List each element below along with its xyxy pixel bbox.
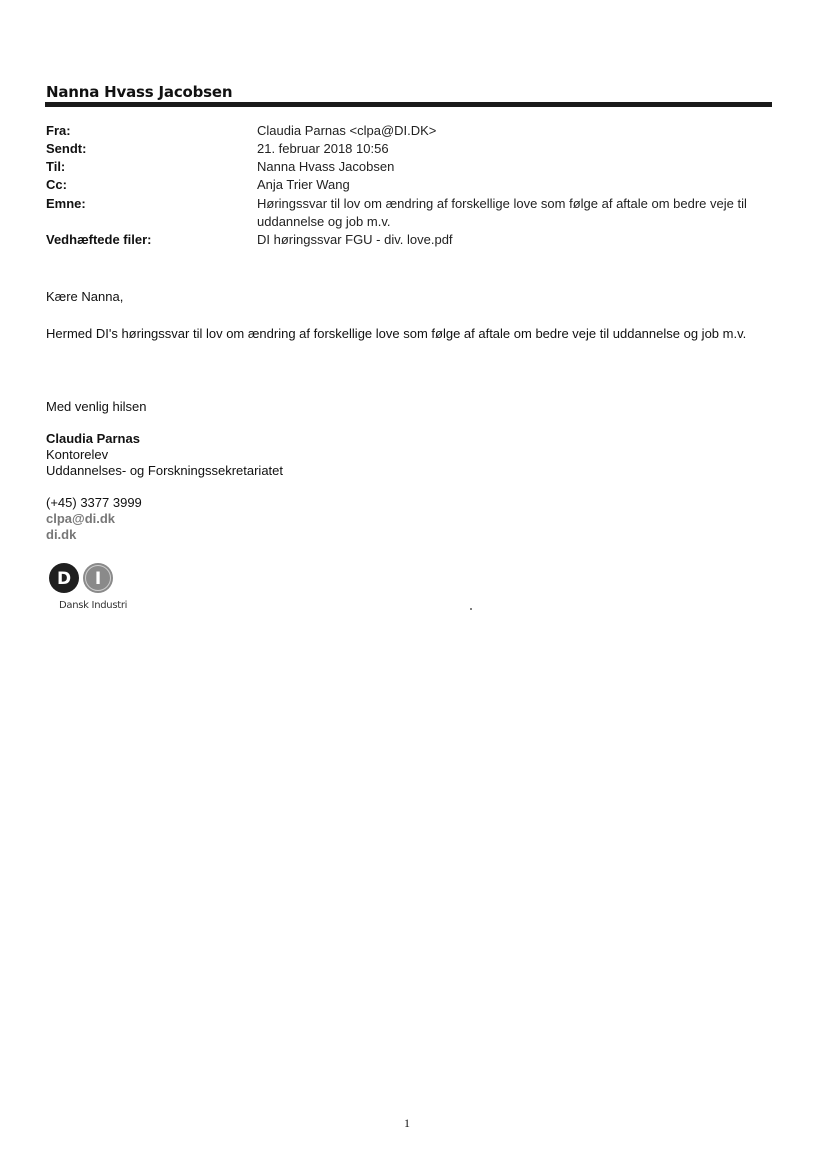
header-from-value: Claudia Parnas <clpa@DI.DK> [257, 123, 437, 138]
signature-department: Uddannelses- og Forskningssekretariatet [46, 463, 284, 478]
attachment-link[interactable]: DI høringssvar FGU - div. love.pdf [257, 232, 453, 247]
signature-website-link[interactable]: di.dk [46, 527, 77, 542]
header-rule [45, 102, 772, 107]
logo-letter-d: D [56, 569, 72, 589]
header-from-label: Fra: [46, 123, 71, 138]
page-number: 1 [404, 1116, 410, 1130]
header-sent-value: 21. februar 2018 10:56 [257, 141, 389, 156]
header-cc-label: Cc: [46, 177, 67, 192]
logo-caption: Dansk Industri [59, 600, 128, 611]
signature-name: Claudia Parnas [46, 431, 140, 446]
mailbox-owner-name: Nanna Hvass Jacobsen [46, 83, 233, 101]
header-sent-label: Sendt: [46, 141, 87, 156]
header-to-label: Til: [46, 159, 66, 174]
logo-letter-i: I [94, 569, 102, 589]
header-subject-label: Emne: [46, 196, 86, 211]
signature-title: Kontorelev [46, 447, 109, 462]
di-logo [48, 562, 118, 594]
message-paragraph: Hermed DI's høringssvar til lov om ændring af forskellige love som følge af aftale om bedre veje til uddannelse og job m.v. [46, 326, 747, 341]
scan-speck [470, 608, 472, 610]
header-attachments-label: Vedhæftede filer: [46, 232, 152, 247]
signature-email-link[interactable]: clpa@di.dk [46, 511, 116, 526]
header-subject-value: Høringssvar til lov om ændring af forskellige love som følge af aftale om bedre veje til uddannelse og job m.v. [257, 196, 747, 229]
greeting: Kære Nanna, [46, 289, 124, 304]
signature-phone: (+45) 3377 3999 [46, 495, 142, 510]
header-to-value: Nanna Hvass Jacobsen [257, 159, 395, 174]
closing: Med venlig hilsen [46, 399, 147, 414]
header-cc-value: Anja Trier Wang [257, 177, 350, 192]
